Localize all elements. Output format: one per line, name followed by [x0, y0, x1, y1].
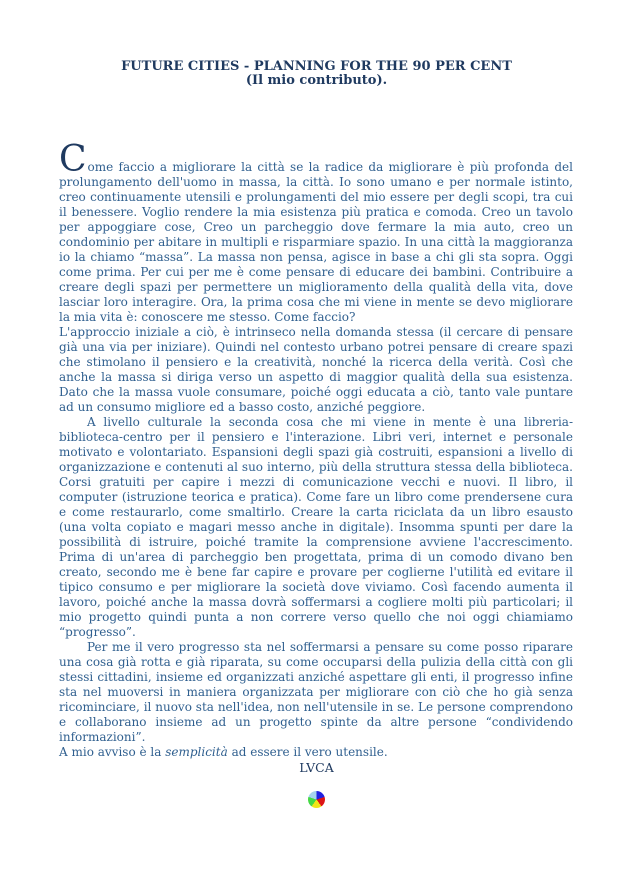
document-title: FUTURE CITIES - PLANNING FOR THE 90 PER CENT [121, 59, 512, 74]
document-body [59, 139, 573, 760]
signature: LVCA [299, 760, 334, 775]
document-subtitle: (Il mio contributo). [245, 73, 388, 88]
paragraph-1-text: ome faccio a migliorare la città se la radice da migliorare è più profonda del prolungamento dell'uomo in massa, la città. Io sono umano e per normale istinto, creo continuamente utensili e prolungamenti del mio essere per degli scopi, tra cui il benessere. Voglio rendere la mia esistenza più pratica e comoda. Creo un tavolo per appoggiare cose, Creo un parcheggio dove fermare la mia auto, creo un condominio per abitare in multipli e risparmiare spazio. In una città la maggioranza io la chiamo “massa”. La massa non pensa, agisce in base a chi gli sta sopra. Oggi come prima. Per cui per me è come pensare di educare dei bambini. Contribuire a creare degli spazi per permettere un miglioramento della qualità della vita, dove lasciar loro interagire. Ora, la prima cosa che mi viene in mente se devo migliorare la mia vita è: conoscere me stesso. Come faccio? [59, 160, 573, 324]
paragraph-5-prefix: A mio avviso è la [59, 745, 166, 759]
paragraph-2: L'approccio iniziale a ciò, è intrinseco nella domanda stessa (il cercare di pensare già una via per iniziare). Quindi nel contesto urbano potrei pensare di creare spazi che stimolano il pensiero e la creatività, nonché la ricerca della verità. Così che anche la massa si diriga verso un aspetto di maggior qualità della sua esistenza. Dato che la massa vuole consumare, poiché oggi educata a ciò, tanto vale puntare ad un consumo migliore ed a basso costo, anziché peggiore. [59, 325, 573, 414]
paragraph-1 [59, 139, 573, 325]
paragraph-3: A livello culturale la seconda cosa che mi viene in mente è una libreria-biblioteca-centro per il pensiero e l'interazione. Libri veri, internet e personale motivato e volontariato. Espansioni degli spazi già costruiti, espansioni a livello di organizzazione e contenuti al suo interno, più della struttura stessa della biblioteca. Corsi gratuiti per capire i mezzi di comunicazione vecchi e nuovi. Il libro, il computer (istruzione teorica e pratica). Come fare un libro come prendersene cura e come restaurarlo, come smaltirlo. Creare la carta riciclata da un libro esausto (una volta copiato e magari messo anche in digitale). Insomma spunti per dare la possibilità di istruire, poiché tramite la comprensione avviene l'accrescimento. Prima di un'area di parcheggio ben progettata, prima di un comodo divano ben creato, secondo me è bene far capire e provare per coglierne l'utilità ed evitare il tipico consumo e per migliorare la società dove viviamo. Così facendo aumenta il lavoro, poiché anche la massa dovrà soffermarsi a cogliere molti più particolari; il mio progetto quindi punta a non correre verso quello che noi oggi chiamiamo “progresso”. [59, 415, 573, 639]
paragraph-5-italic-word: semplicità [165, 745, 228, 759]
paragraph-4: Per me il vero progresso sta nel soffermarsi a pensare su come posso riparare una cosa già rotta e già riparata, su come occuparsi della pulizia della città con gli stessi cittadini, insieme ed organizzati anziché aspettare gli enti, il progresso infine sta nel muoversi in maniera organizzata per migliorare con ciò che ho già senza ricominciare, il nuovo sta nell'idea, non nell'utensile in se. Le persone comprendono e collaborano insieme ad un progetto spinte da altre persone “condividendo informazioni”. [59, 640, 573, 744]
drop-cap: C [59, 139, 88, 180]
color-wheel-icon [308, 791, 325, 808]
paragraph-5 [59, 745, 573, 760]
paragraph-5-suffix: ad essere il vero utensile. [227, 745, 388, 759]
document-header [0, 60, 633, 88]
